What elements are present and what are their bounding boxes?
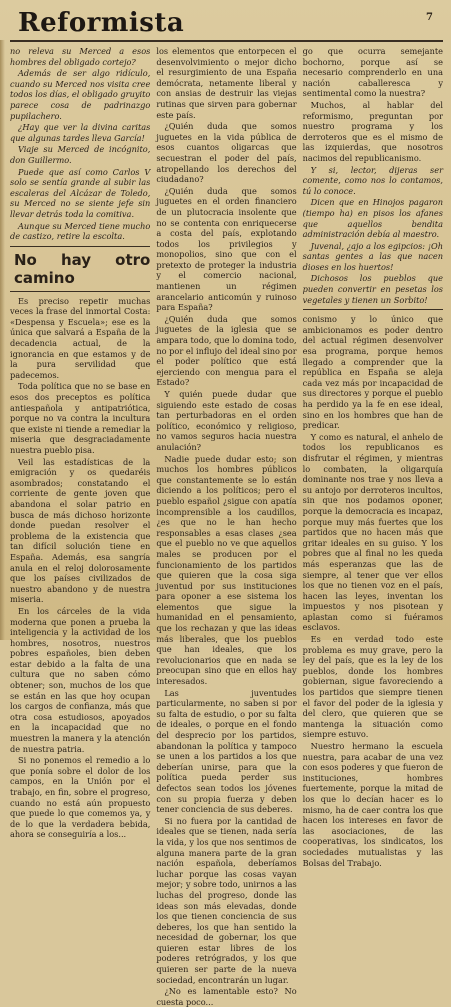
section-divider	[10, 246, 150, 247]
italic-paragraph: Juvenal, ¿ajo a los egipcios: ¡Oh santas gentes a las que nacen dioses en los huertos!	[302, 240, 443, 272]
poem-line: Viaje su Merced de incógnito, don Guillermo.	[10, 144, 151, 165]
paragraph: Es preciso repetir muchas veces la frase del inmortal Costa: «Despensa y Escuela»; ese es la única que salvará a España de la decadencia actual, de la ignorancia en que estamos y de la pura servilidad que padecemos.	[10, 295, 151, 380]
page-edge-shadow	[0, 40, 5, 640]
paragraph: Las juventudes particularmente, no saben si por su falta de estudio, o por su falta de ideales, o porque en el fondo del desprecio por los partidos, abandonan la política y tampoco se unen a los partidos a los que deberían unirse, para que la política pueda perder sus defectos sean todos los jóvenes con su propia fuerza y deben tener conciencia de sus deberes.	[156, 687, 297, 815]
poem-line: Puede que así como Carlos V solo se sentía grande al subir las escaleras del Alcázar de Toledo, su Merced no se siente jefe sin llevar detrás toda la comitiva.	[10, 166, 151, 219]
poem-line: Aunque su Merced tiene mucho de castizo, retire la escolta.	[10, 220, 151, 242]
paragraph: Muchos, al hablar del reformismo, preguntan por nuestro programa y los derroteros que es el mismo de las izquierdas, que nosotros nacimos del republicanismo.	[302, 99, 443, 163]
section-divider	[10, 291, 150, 292]
paragraph: go que ocurra semejante bochorno, porque así se necesario comprenderlo en una nación caballeresca y sentimental como la nuestra?	[302, 46, 443, 99]
paragraph: Veil las estadísticas de la emigración y os quedaréis asombrados; constatando el corriente de gente joven que abandona el solar patrio en busca de más dichoso horizonte donde puedan resolver el problema de la existencia que tan difícil solución tiene en España. Además, esa sangría anula en el reloj dolorosamente que los países civilizados de nuestro abandono y de nuestra miseria.	[10, 456, 151, 605]
paragraph: Es en verdad todo este problema es muy grave, pero la ley del país, que es la ley de los pueblos, donde los hombres gobiernan, sigue favoreciendo a los partidos que siempre tienen el favor del poder de la iglesia y del clero, que quieren que se mantenga la situación como siempre estuvo.	[302, 634, 443, 740]
paragraph: Y como es natural, el anhelo de todos los republicanos es disfrutar el régimen, y mientras lo combaten, la oligarquía dominante nos trae y nos lleva a su antojo por derroteros incultos, sin que nos podamos oponer, porque la democracia es incapaz, porque muy más fuertes que los partidos que no hacen más que gritar ideales en su guiso. Y los pobres que al final no les queda más esperanzas que las de siempre, al tener que ver ellos los que no tienen voz en el país, hacen las leyes, inventan los impuestos y nos pisotean y aplastan como si fuéramos esclavos.	[302, 431, 443, 633]
paragraph: Toda política que no se base en esos dos preceptos es política antiespañola y antipatriótica, porque no va contra la incultura que existe ni tiende a remediar la miseria que desgraciadamente nuestra pueblo pisa.	[10, 381, 151, 455]
masthead-title: Reformista	[18, 8, 185, 38]
paragraph: Nadie puede dudar esto; son muchos los hombres públicos que constantemente se lo están diciendo a los políticos; pero el pueblo español ¿sigue con apatía incomprensible a los caudillos, ¿es que no le han hecho responsables a esas clases ¿sea que el pueblo no ve que aquellos males se producen por el funcionamiento de los partidos que quieren que la cosa siga juventud por sus instituciones para oponer a ese sistema los elementos que sigue la humanidad en el pensamiento, que los rechazan y que las ideas más liberales, que los pueblos que han ideales, que los revolucionarios que en nada se preocupan sino que en ellos hay interesados.	[156, 453, 297, 687]
paragraph: ¿Quién duda que somos juguetes en la vida pública de esos cuantos oligarcas que secuestran el poder del país, atropellando los derechos del ciudadano?	[156, 121, 297, 185]
column-2	[156, 46, 297, 1007]
paragraph: ¿Quién duda que somos juguetes en el orden financiero de un plutocracia insolente que no se contenta con enriquecerse a costa del país, explotando todos los privilegios y monopolios, sino que con el pretexto de proteger la industria y el comercio nacional, mantienen un régimen arancelario anticomún y ruinoso para España?	[156, 185, 297, 313]
paragraph: Si no ponemos el remedio a lo que ponía sobre el dolor de los campos, en la Unión por el trabajo, en fin, sobre el progreso, cuando no está aún propuesto que puede lo que comemos ya, y de lo que la verdadera bebida, ahora se conseguiría a los...	[10, 755, 151, 840]
italic-paragraph: Dicen que en Hinojos pagaron (tiempo ha) en pisos los afanes que aquellos bendita administración debía al maestro.	[302, 197, 443, 240]
italic-paragraph: Y si, lector, dijeras ser comente, como nos lo contamos, tú lo conoce.	[302, 164, 443, 196]
poem-line: no releva su Merced a esos hombres del obligado cortejo?	[10, 46, 151, 67]
section-title: No hay otro camino	[14, 250, 151, 287]
paragraph: Nuestro hermano la escuela nuestra, para acabar de una vez con esos poderes y que fueron de instituciones, hombres fuertemente, porque la mitad de los que lo decían hacer es lo mismo, ha de caer contra los que hacen los intereses en favor de las asociaciones, de las cooperativas, los sindicatos, los sociedades mutualistas y las Bolsas del Trabajo.	[302, 741, 443, 868]
paragraph: ¿Quién duda que somos juguetes de la iglesia que se ampara todo, que lo domina todo, no por el influjo del ideal sino por el poder político que está ejerciendo con mengua para el Estado?	[156, 313, 297, 388]
poem-block	[10, 46, 150, 242]
paragraph: ¿No es lamentable esto? No cuesta poco...	[156, 986, 297, 1007]
italic-block	[303, 165, 443, 306]
italic-paragraph: Dichosos los pueblos que pueden convertir en pesetas los vegetales y tienen un Sorbito!	[302, 273, 443, 305]
paragraph: En los cárceles de la vida moderna que ponen a prueba la inteligencia y la actividad de los hombres, nosotros, nuestros pobres españoles, bien deben estar debido a la falta de una cultura que no saben cómo obtener; son, muchos de los que se están en las que hoy ocupan los cargos de confianza, más que otra cosa estudiosos, apoyados en la incapacidad que no muestren la manera y la atención de nuestra patria.	[10, 605, 151, 754]
poem-line: Además de ser algo ridículo, cuando su Merced nos visita cree todos los días, el obligado gruyito parece cosa de padrinazgo pupilachero.	[10, 68, 151, 121]
page-number: 7	[426, 12, 433, 23]
poem-line: ¿Hay que ver la divina caritas que algunas tardes lleva García!	[10, 122, 151, 143]
text-columns	[10, 46, 443, 1007]
paragraph: conismo y lo único que ambicionamos es poder dentro del actual régimen desenvolver esa programa, porque hemos llegado a comprender que la república en España se aleja cada vez más por incapacidad de sus directores y porque el pueblo ha perdido ya la fe en ese ideal, sino en los hombres que han de predicar.	[302, 314, 443, 431]
masthead-header	[10, 6, 443, 46]
paragraph: Si no fuera por la cantidad de ideales que se tienen, nada sería la vida, y los que nos sentimos de alguna manera parte de la gran nación española, deberíamos luchar porque las cosas vayan mejor; y sobre todo, unirnos a las luchas del progreso, donde las ideas son más elevadas, donde los que tienen conciencia de sus deberes, los que han sentido la necesidad de gobernar, los que quieren estar libres de los poderes retrógrados, y los que quieren ser parte de la nueva sociedad, encontrarán un lugar.	[156, 815, 297, 985]
column-1	[10, 46, 151, 840]
paragraph: los elementos que entorpecen el desenvolvimiento o mejor dicho el resurgimiento de una España demócrata, netamente liberal y con ansias de destruir las viejas rutinas que sirven para gobernar este país.	[156, 46, 297, 120]
section-divider	[303, 309, 443, 310]
paragraph: Y quién puede dudar que siguiendo este estado de cosas tan perturbadoras en el orden político, económico y religioso, no vamos seguros hacia nuestra anulación?	[156, 389, 297, 452]
masthead-rule	[10, 40, 443, 42]
column-3	[302, 46, 443, 868]
